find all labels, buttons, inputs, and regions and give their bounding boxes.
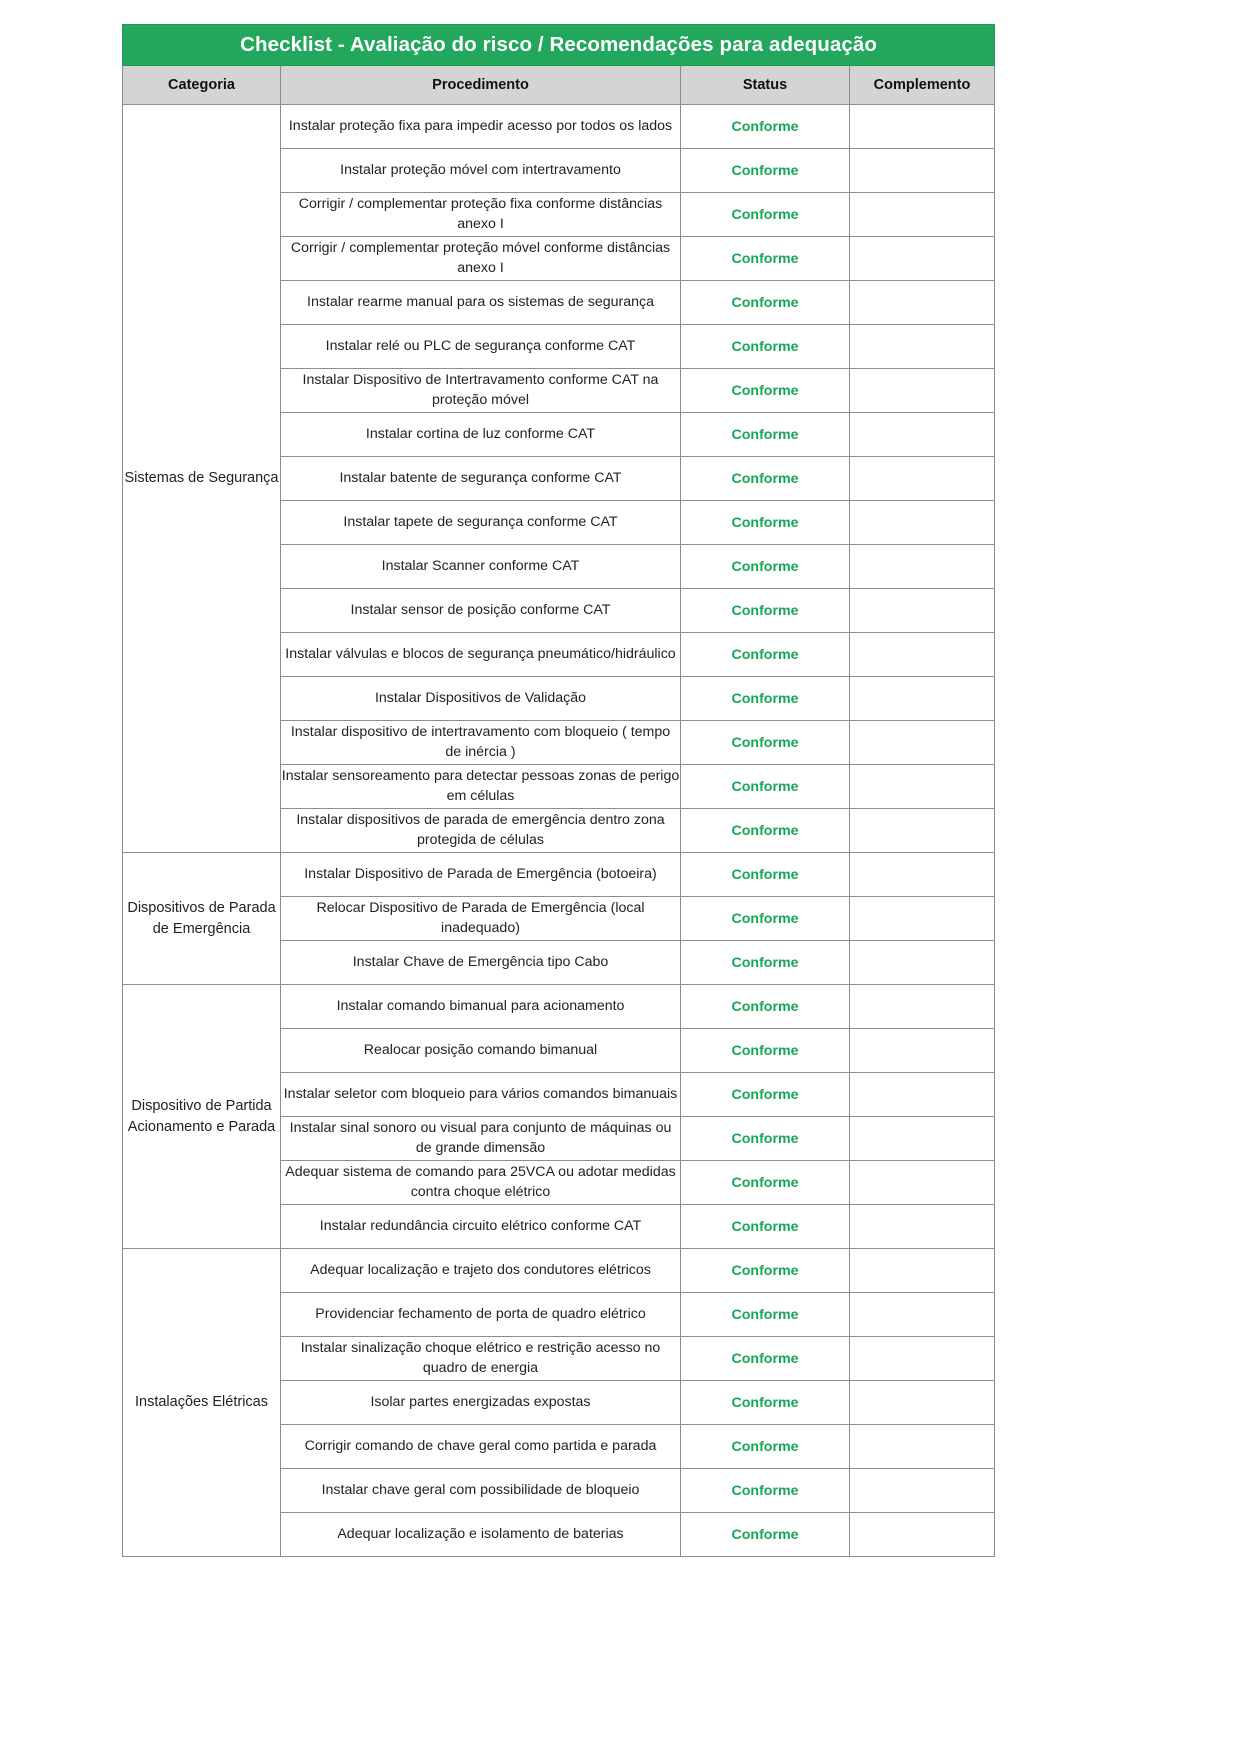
table-row xyxy=(123,985,995,1029)
procedure-cell: Instalar batente de segurança conforme CAT xyxy=(281,457,681,501)
category-cell: Dispositivo de Partida Acionamento e Parada xyxy=(123,985,281,1249)
procedure-cell: Instalar comando bimanual para acionamento xyxy=(281,985,681,1029)
complement-cell[interactable] xyxy=(850,633,995,677)
column-header-categoria: Categoria xyxy=(123,66,281,105)
status-badge[interactable]: Conforme xyxy=(681,193,850,237)
status-badge[interactable]: Conforme xyxy=(681,325,850,369)
complement-cell[interactable] xyxy=(850,1293,995,1337)
checklist-table-wrapper xyxy=(122,24,994,1557)
complement-cell[interactable] xyxy=(850,545,995,589)
column-header-status: Status xyxy=(681,66,850,105)
procedure-cell: Instalar seletor com bloqueio para vários comandos bimanuais xyxy=(281,1073,681,1117)
table-head xyxy=(123,25,995,105)
procedure-cell: Instalar proteção móvel com intertravamento xyxy=(281,149,681,193)
page-title: Checklist - Avaliação do risco / Recomendações para adequação xyxy=(123,25,995,66)
status-badge[interactable]: Conforme xyxy=(681,105,850,149)
status-badge[interactable]: Conforme xyxy=(681,413,850,457)
complement-cell[interactable] xyxy=(850,765,995,809)
status-badge[interactable]: Conforme xyxy=(681,1117,850,1161)
procedure-cell: Instalar Dispositivos de Validação xyxy=(281,677,681,721)
status-badge[interactable]: Conforme xyxy=(681,1513,850,1557)
status-badge[interactable]: Conforme xyxy=(681,589,850,633)
procedure-cell: Corrigir comando de chave geral como partida e parada xyxy=(281,1425,681,1469)
procedure-cell: Instalar rearme manual para os sistemas de segurança xyxy=(281,281,681,325)
procedure-cell: Instalar sensoreamento para detectar pessoas zonas de perigo em células xyxy=(281,765,681,809)
checklist-table xyxy=(122,24,995,1557)
complement-cell[interactable] xyxy=(850,413,995,457)
procedure-cell: Realocar posição comando bimanual xyxy=(281,1029,681,1073)
complement-cell[interactable] xyxy=(850,853,995,897)
status-badge[interactable]: Conforme xyxy=(681,1249,850,1293)
column-header-procedimento: Procedimento xyxy=(281,66,681,105)
procedure-cell: Isolar partes energizadas expostas xyxy=(281,1381,681,1425)
procedure-cell: Providenciar fechamento de porta de quadro elétrico xyxy=(281,1293,681,1337)
complement-cell[interactable] xyxy=(850,105,995,149)
status-badge[interactable]: Conforme xyxy=(681,1469,850,1513)
status-badge[interactable]: Conforme xyxy=(681,985,850,1029)
procedure-cell: Adequar sistema de comando para 25VCA ou adotar medidas contra choque elétrico xyxy=(281,1161,681,1205)
status-badge[interactable]: Conforme xyxy=(681,721,850,765)
complement-cell[interactable] xyxy=(850,369,995,413)
procedure-cell: Instalar Dispositivo de Intertravamento conforme CAT na proteção móvel xyxy=(281,369,681,413)
column-header-row xyxy=(123,66,995,105)
status-badge[interactable]: Conforme xyxy=(681,237,850,281)
complement-cell[interactable] xyxy=(850,1029,995,1073)
procedure-cell: Relocar Dispositivo de Parada de Emergência (local inadequado) xyxy=(281,897,681,941)
status-badge[interactable]: Conforme xyxy=(681,853,850,897)
procedure-cell: Instalar válvulas e blocos de segurança pneumático/hidráulico xyxy=(281,633,681,677)
status-badge[interactable]: Conforme xyxy=(681,897,850,941)
status-badge[interactable]: Conforme xyxy=(681,1073,850,1117)
procedure-cell: Instalar sinal sonoro ou visual para conjunto de máquinas ou de grande dimensão xyxy=(281,1117,681,1161)
complement-cell[interactable] xyxy=(850,501,995,545)
procedure-cell: Instalar sensor de posição conforme CAT xyxy=(281,589,681,633)
category-cell: Dispositivos de Parada de Emergência xyxy=(123,853,281,985)
complement-cell[interactable] xyxy=(850,237,995,281)
category-cell: Instalações Elétricas xyxy=(123,1249,281,1557)
procedure-cell: Instalar dispositivo de intertravamento com bloqueio ( tempo de inércia ) xyxy=(281,721,681,765)
complement-cell[interactable] xyxy=(850,325,995,369)
status-badge[interactable]: Conforme xyxy=(681,677,850,721)
status-badge[interactable]: Conforme xyxy=(681,457,850,501)
procedure-cell: Corrigir / complementar proteção fixa conforme distâncias anexo I xyxy=(281,193,681,237)
table-row xyxy=(123,1249,995,1293)
complement-cell[interactable] xyxy=(850,457,995,501)
table-body xyxy=(123,105,995,1557)
category-cell: Sistemas de Segurança xyxy=(123,105,281,853)
procedure-cell: Instalar Chave de Emergência tipo Cabo xyxy=(281,941,681,985)
status-badge[interactable]: Conforme xyxy=(681,281,850,325)
status-badge[interactable]: Conforme xyxy=(681,1381,850,1425)
complement-cell[interactable] xyxy=(850,1161,995,1205)
complement-cell[interactable] xyxy=(850,985,995,1029)
procedure-cell: Adequar localização e trajeto dos condutores elétricos xyxy=(281,1249,681,1293)
procedure-cell: Adequar localização e isolamento de baterias xyxy=(281,1513,681,1557)
status-badge[interactable]: Conforme xyxy=(681,1205,850,1249)
column-header-complemento: Complemento xyxy=(850,66,995,105)
status-badge[interactable]: Conforme xyxy=(681,149,850,193)
procedure-cell: Instalar tapete de segurança conforme CAT xyxy=(281,501,681,545)
procedure-cell: Instalar Scanner conforme CAT xyxy=(281,545,681,589)
procedure-cell: Instalar redundância circuito elétrico conforme CAT xyxy=(281,1205,681,1249)
status-badge[interactable]: Conforme xyxy=(681,765,850,809)
complement-cell[interactable] xyxy=(850,1513,995,1557)
complement-cell[interactable] xyxy=(850,677,995,721)
complement-cell[interactable] xyxy=(850,1205,995,1249)
complement-cell[interactable] xyxy=(850,941,995,985)
status-badge[interactable]: Conforme xyxy=(681,809,850,853)
status-badge[interactable]: Conforme xyxy=(681,633,850,677)
procedure-cell: Corrigir / complementar proteção móvel conforme distâncias anexo I xyxy=(281,237,681,281)
status-badge[interactable]: Conforme xyxy=(681,1029,850,1073)
complement-cell[interactable] xyxy=(850,1381,995,1425)
procedure-cell: Instalar cortina de luz conforme CAT xyxy=(281,413,681,457)
complement-cell[interactable] xyxy=(850,809,995,853)
complement-cell[interactable] xyxy=(850,1117,995,1161)
complement-cell[interactable] xyxy=(850,1425,995,1469)
table-row xyxy=(123,105,995,149)
complement-cell[interactable] xyxy=(850,589,995,633)
table-row xyxy=(123,853,995,897)
status-badge[interactable]: Conforme xyxy=(681,545,850,589)
complement-cell[interactable] xyxy=(850,1073,995,1117)
procedure-cell: Instalar Dispositivo de Parada de Emergência (botoeira) xyxy=(281,853,681,897)
complement-cell[interactable] xyxy=(850,1249,995,1293)
title-row xyxy=(123,25,995,66)
complement-cell[interactable] xyxy=(850,1337,995,1381)
complement-cell[interactable] xyxy=(850,193,995,237)
complement-cell[interactable] xyxy=(850,1469,995,1513)
status-badge[interactable]: Conforme xyxy=(681,501,850,545)
procedure-cell: Instalar chave geral com possibilidade de bloqueio xyxy=(281,1469,681,1513)
status-badge[interactable]: Conforme xyxy=(681,941,850,985)
complement-cell[interactable] xyxy=(850,897,995,941)
procedure-cell: Instalar relé ou PLC de segurança conforme CAT xyxy=(281,325,681,369)
complement-cell[interactable] xyxy=(850,149,995,193)
status-badge[interactable]: Conforme xyxy=(681,1425,850,1469)
procedure-cell: Instalar sinalização choque elétrico e restrição acesso no quadro de energia xyxy=(281,1337,681,1381)
procedure-cell: Instalar proteção fixa para impedir acesso por todos os lados xyxy=(281,105,681,149)
complement-cell[interactable] xyxy=(850,281,995,325)
status-badge[interactable]: Conforme xyxy=(681,369,850,413)
status-badge[interactable]: Conforme xyxy=(681,1161,850,1205)
status-badge[interactable]: Conforme xyxy=(681,1337,850,1381)
complement-cell[interactable] xyxy=(850,721,995,765)
procedure-cell: Instalar dispositivos de parada de emergência dentro zona protegida de células xyxy=(281,809,681,853)
status-badge[interactable]: Conforme xyxy=(681,1293,850,1337)
